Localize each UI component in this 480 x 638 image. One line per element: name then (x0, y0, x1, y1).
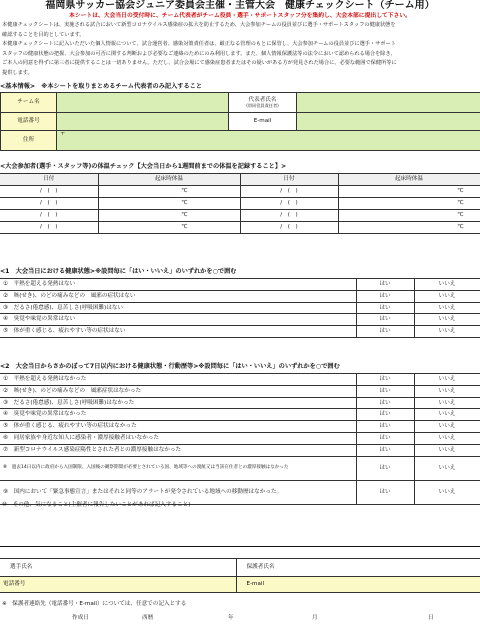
date-cell[interactable]: / ( ) (240, 222, 338, 234)
temp-cell[interactable]: ℃ (338, 222, 480, 234)
date-cell[interactable]: / ( ) (0, 186, 98, 198)
no-option[interactable]: いいえ (414, 432, 480, 444)
q2-item: ① 平熱を超える発熱はなかった (0, 374, 356, 386)
no-option[interactable]: いいえ (414, 421, 480, 433)
q2-item: ⑧ 過去14日以内に政府から入国制限、入国後の観察期間が必要とされている国、地域等への渡航又は当該在住者との濃厚接触はなかった (0, 456, 356, 480)
no-option[interactable]: いいえ (414, 290, 480, 302)
signature-email-label[interactable]: E-mail (236, 577, 480, 593)
date-label: 作成日 (72, 615, 89, 621)
yes-option[interactable]: はい (356, 444, 414, 456)
email-field[interactable] (297, 113, 480, 131)
col-temp: 起床時体温 (338, 174, 480, 186)
q2-item: ④ 臭覚や味覚の異常はなかった (0, 409, 356, 421)
signature-table (0, 558, 480, 593)
other-notes-label: ⑩ その他、気になること(主催者に報告したいことがあれば記入すること) (2, 502, 191, 508)
temp-cell[interactable]: ℃ (98, 186, 240, 198)
q2-item: ⑤ 体が重く感じる、疲れやすい等の症状はなかった (0, 421, 356, 433)
col-date: 日付 (240, 174, 338, 186)
q2-item: ⑨ 国内において「緊急事態宣言」またはそれと同等のアラートが発令されている地域への移動歴はなかった。 (0, 480, 356, 504)
q2-item: ③ だるさ(倦怠感)、息苦しさ(呼吸困難)はなかった (0, 397, 356, 409)
email-label: E-mail (229, 113, 297, 131)
q2-table (0, 373, 480, 505)
date-cell[interactable]: / ( ) (0, 222, 98, 234)
yes-option[interactable]: はい (356, 456, 414, 480)
date-cell[interactable]: / ( ) (0, 210, 98, 222)
yes-option[interactable]: はい (356, 409, 414, 421)
intro-line: ご本人の同意を得ずに第三者に提供することは一切ありません。ただし、試合会場にて感染症患者またはその疑いがある方が発見された場合に、必要な範囲で保健所等に (2, 60, 397, 67)
signature-phone-label[interactable]: 電話番号 (0, 577, 236, 593)
yes-option[interactable]: はい (356, 279, 414, 291)
temp-cell[interactable]: ℃ (98, 210, 240, 222)
q1-item: ① 平熱を超える発熱はない (0, 279, 356, 291)
team-name-label: チーム名 (1, 93, 57, 113)
no-option[interactable]: いいえ (414, 302, 480, 314)
rep-name-note: (帯同役員責任者) (246, 103, 279, 109)
day-label: 日 (428, 615, 434, 621)
temperature-table (0, 173, 480, 234)
yes-option[interactable]: はい (356, 432, 414, 444)
yes-option[interactable]: はい (356, 397, 414, 409)
era-label: 西暦 (142, 615, 154, 621)
guardian-name-label: 保護者氏名 (236, 559, 480, 577)
no-option[interactable]: いいえ (414, 480, 480, 504)
signature-divider (0, 546, 480, 547)
yes-option[interactable]: はい (356, 290, 414, 302)
date-cell[interactable]: / ( ) (0, 198, 98, 210)
date-cell[interactable]: / ( ) (240, 198, 338, 210)
no-option[interactable]: いいえ (414, 374, 480, 386)
intro-line: 確認することを目的としています。 (2, 31, 85, 38)
team-name-field[interactable] (57, 93, 229, 113)
q1-item: ④ 臭覚や味覚の異常はない (0, 314, 356, 326)
temp-cell[interactable]: ℃ (338, 186, 480, 198)
contact-note: ※ 保護者連絡先（電話番号・E-mail）については、任意での記入とする (2, 601, 187, 607)
no-option[interactable]: いいえ (414, 397, 480, 409)
yes-option[interactable]: はい (356, 421, 414, 433)
phone-field[interactable] (57, 113, 229, 131)
q1-item: ③ だるさ(倦怠感)、息苦しさ(呼吸困難)はない (0, 302, 356, 314)
q2-heading: <2 大会当日からさかのぼって7日以内における健康状態・行動歴等>※設問毎に「はい・いいえ」のいずれかを○で囲む (0, 363, 340, 370)
temp-cell[interactable]: ℃ (338, 198, 480, 210)
yes-option[interactable]: はい (356, 314, 414, 326)
submission-instruction: 本シートは、大会当日の受付時に、チーム代表者がチーム役員・選手・サポートスタッフ分を集約し、大会本部に提出して下さい。 (69, 13, 411, 19)
no-option[interactable]: いいえ (414, 279, 480, 291)
phone-label: 電話番号 (1, 113, 57, 131)
rep-name-label: 代表者氏名 (248, 96, 277, 103)
no-option[interactable]: いいえ (414, 314, 480, 326)
yes-option[interactable]: はい (356, 326, 414, 338)
q2-item: ⑥ 同居家族や身近な知人に感染者・濃厚接触者はいなかった (0, 432, 356, 444)
no-option[interactable]: いいえ (414, 409, 480, 421)
player-name-label: 選手氏名 (0, 559, 236, 577)
yes-option[interactable]: はい (356, 374, 414, 386)
date-cell[interactable]: / ( ) (240, 186, 338, 198)
yes-option[interactable]: はい (356, 480, 414, 504)
basic-info-table (0, 92, 480, 151)
col-date: 日付 (0, 174, 98, 186)
yes-option[interactable]: はい (356, 385, 414, 397)
no-option[interactable]: いいえ (414, 444, 480, 456)
no-option[interactable]: いいえ (414, 326, 480, 338)
intro-line: 本健康チェックシートは、実施される試合において新型コロナウイルス感染症の拡大を防止するため、大会参加チームの役員並びに選手・サポートスタッフの健康状態を (2, 22, 396, 28)
no-option[interactable]: いいえ (414, 385, 480, 397)
q1-table (0, 278, 480, 338)
temp-cell[interactable]: ℃ (98, 198, 240, 210)
q2-item: ⑦ 新型コロナウイルス感染症陽性とされた者との濃厚接触はなかった (0, 444, 356, 456)
temp-cell[interactable]: ℃ (338, 210, 480, 222)
temperature-heading: <大会参加者(選手・スタッフ等)の体温チェック【大会当日から1週間前までの体温を記録すること】> (0, 163, 287, 170)
month-label: 月 (312, 615, 318, 621)
rep-name-label-cell (229, 93, 297, 113)
basic-info-heading: <基本情報> ※本シートを取りまとめるチーム代表者のみ記入すること (0, 83, 203, 90)
intro-line: 本健康チェックシートに記入いただいた個人情報について、試合運営者、感染対策責任者は、厳正なる管理のもとに保管し、大会参加チームの役員並びに選手・サポート (2, 41, 396, 48)
col-temp: 起床時体温 (98, 174, 240, 186)
intro-line: スタッフの健康状態の把握、大会参加の可否に関する判断および必要なご連絡のためにのみ利用します。また、個人情報保護法等の法令において認められる場合を除き、 (2, 50, 396, 57)
yes-option[interactable]: はい (356, 302, 414, 314)
address-label: 住所 (1, 131, 57, 151)
q1-heading: <1 大会当日における健康状態>※設問毎に「はい・いいえ」のいずれかを○で囲む (0, 268, 237, 275)
date-cell[interactable]: / ( ) (240, 210, 338, 222)
intro-text (2, 21, 478, 79)
document-title: 福岡県サッカー協会ジュニア委員会主催・主管大会 健康チェックシート（チーム用） (45, 0, 435, 11)
postal-mark: 〒 (60, 131, 66, 137)
intro-line: 提供します。 (2, 69, 33, 76)
other-notes-field[interactable] (0, 510, 480, 546)
no-option[interactable]: いいえ (414, 456, 480, 480)
q2-item: ② 咳(せき)、のどの痛みなどの 風邪症状はなかった (0, 385, 356, 397)
year-label: 年 (228, 615, 234, 621)
temp-cell[interactable]: ℃ (98, 222, 240, 234)
address-field[interactable] (57, 131, 480, 151)
q1-item: ② 咳(せき)、のどの痛みなどの 風邪の症状はない (0, 290, 356, 302)
q1-item: ⑤ 体が重く感じる、疲れやすい等の症状はない (0, 326, 356, 338)
rep-name-field[interactable] (297, 93, 480, 113)
